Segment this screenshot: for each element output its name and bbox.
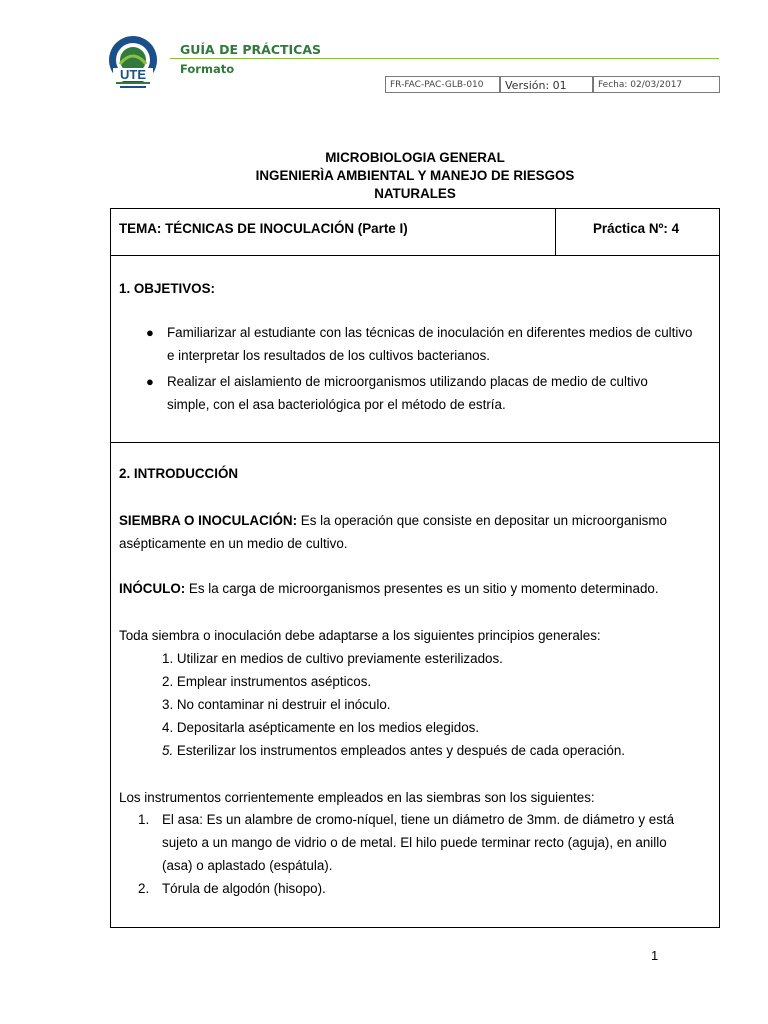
principle-item — [162, 739, 625, 762]
siembra-paragraph — [119, 509, 715, 532]
inoculo-text: Es la carga de microorganismos presentes es un sitio y momento determinado. — [185, 581, 659, 596]
bullet-icon: ● — [146, 374, 154, 389]
principle-item: 1. Utilizar en medios de cultivo previamente esterilizados. — [162, 651, 503, 666]
principle-text: Esterilizar los instrumentos empleados antes y después de cada operación. — [173, 743, 625, 758]
principle-item: 3. No contaminar ni destruir el inóculo. — [162, 697, 391, 712]
objective-line: e interpretar los resultados de los cultivos bacterianos. — [167, 348, 491, 363]
inoculo-term: INÓCULO: — [119, 581, 186, 596]
header-rule — [170, 58, 719, 59]
page-number: 1 — [651, 948, 659, 963]
document-date: Fecha: 02/03/2017 — [593, 76, 720, 93]
introduction-heading: 2. INTRODUCCIÓN — [119, 466, 239, 481]
program-title-cont: NATURALES — [374, 186, 456, 200]
siembra-text-cont: asépticamente en un medio de cultivo. — [119, 536, 348, 551]
instrument-line: (asa) o aplastado (espátula). — [162, 858, 333, 873]
instruments-intro: Los instrumentos corrientemente empleados en las siembras son los siguientes: — [119, 790, 595, 805]
objective-line: Familiarizar al estudiante con las técnicas de inoculación en diferentes medios de cultivo — [167, 325, 693, 340]
principles-intro: Toda siembra o inoculación debe adaptarse a los siguientes principios generales: — [119, 628, 601, 643]
table-divider — [110, 255, 720, 256]
university-logo — [100, 34, 166, 92]
course-title: MICROBIOLOGIA GENERAL — [325, 150, 505, 165]
logo-text: UTE — [120, 67, 146, 82]
program-title: INGENIERÌA AMBIENTAL Y MANEJO DE RIESGOS — [255, 168, 575, 183]
principle-number: 5. — [162, 743, 174, 758]
objective-line: simple, con el asa bacteriológica por el método de estría. — [167, 397, 506, 412]
table-divider — [110, 442, 720, 443]
inoculo-paragraph — [119, 577, 715, 600]
bullet-icon: ● — [146, 325, 154, 340]
table-column-divider — [555, 208, 556, 255]
principle-item: 4. Depositarla asépticamente en los medios elegidos. — [162, 720, 480, 735]
siembra-term: SIEMBRA O INOCULACIÓN: — [119, 513, 298, 528]
instrument-number: 2. — [138, 881, 150, 896]
siembra-text: Es la operación que consiste en depositar un microorganismo — [297, 513, 667, 528]
instrument-number: 1. — [138, 812, 150, 827]
objectives-heading: 1. OBJETIVOS: — [119, 281, 215, 296]
practice-topic: TEMA: TÉCNICAS DE INOCULACIÓN (Parte I) — [119, 221, 408, 236]
principle-item: 2. Emplear instrumentos asépticos. — [162, 674, 372, 689]
document-version: Versión: 01 — [500, 76, 593, 93]
guide-title: GUÍA DE PRÁCTICAS — [180, 42, 322, 57]
practice-number: Práctica Nº: 4 — [593, 221, 680, 236]
instrument-line: sujeto a un mango de vidrio o de metal. El hilo puede terminar recto (aguja), en anillo — [162, 835, 667, 850]
objective-line: Realizar el aislamiento de microorganismos utilizando placas de medio de cultivo — [167, 374, 648, 389]
instrument-line: Tórula de algodón (hisopo). — [162, 881, 326, 896]
document-code: FR-FAC-PAC-GLB-010 — [385, 76, 500, 93]
guide-subtitle: Formato — [180, 62, 235, 76]
instrument-line: El asa: Es un alambre de cromo-níquel, tiene un diámetro de 3mm. de diámetro y está — [162, 812, 675, 827]
